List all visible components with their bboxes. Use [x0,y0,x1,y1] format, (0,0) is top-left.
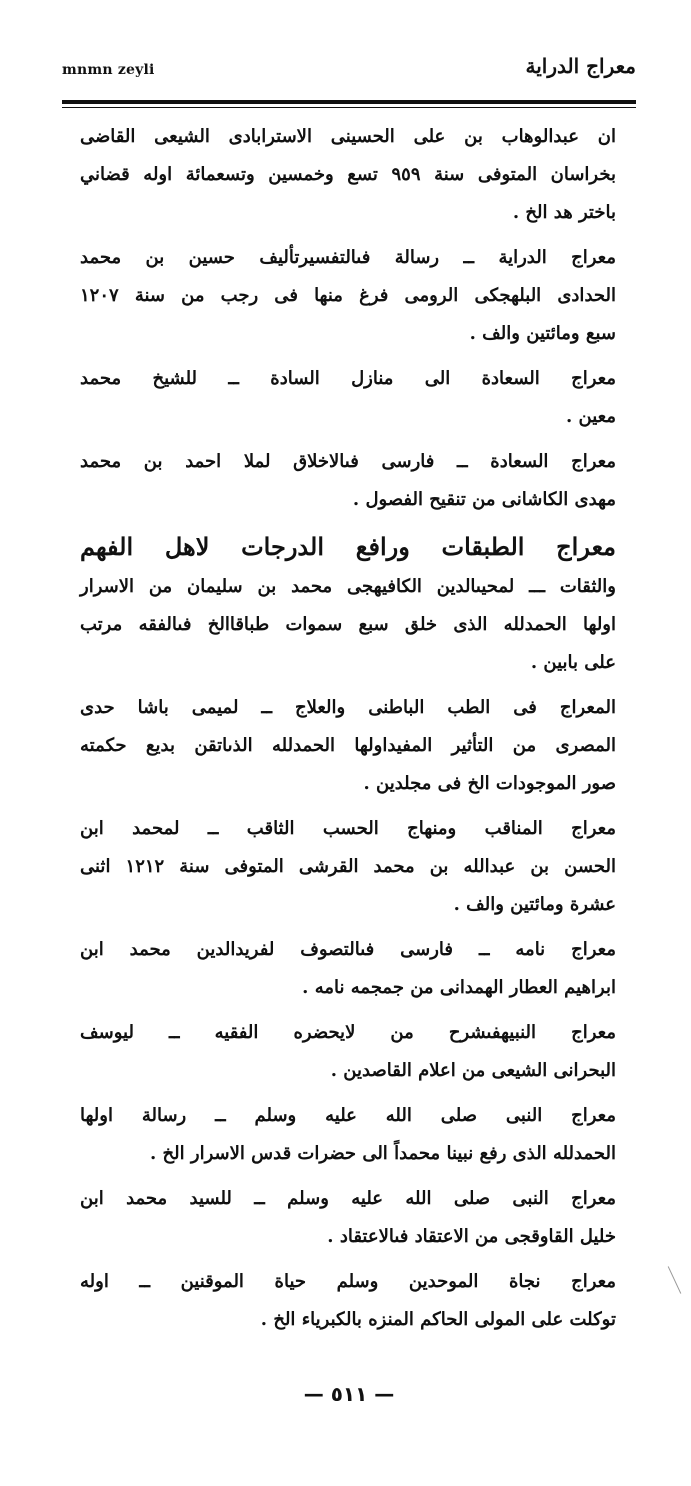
entry-line: معراج النبى صلى الله عليه وسلم ــ رسالة اولها [80,1105,616,1126]
entry-line: معراج الدراية ــ رسالة فىالتفسيرتأليف حسين بن محمد [80,247,616,268]
entry-paragraph [80,443,616,519]
entry-line: توكلت على المولى الحاكم المنزه بالكبرياء الخ . [260,1309,616,1330]
entry-line: صور الموجودات الخ فى مجلدين . [363,773,616,794]
entry-paragraph [80,526,616,682]
entry-paragraph [80,118,616,232]
entry-line: على بابين . [530,652,616,673]
entry-paragraph [80,1014,616,1090]
entry-paragraph [80,931,616,1007]
entry-line: اولها الحمدلله الذى خلق سبع سموات طباقاالخ فىالفقه مرتب [80,614,616,635]
entry-line: معراج نجاة الموحدين وسلم حياة الموقنين ــ اوله [80,1271,616,1292]
entry-line: الحدادى البلهجكى الرومى فرغ منها فى رجب من سنة ١٢٠٧ [80,285,616,306]
page-number: — ٥١١ — [303,1382,395,1406]
entry-line: معراج النبيهفىشرح من لايحضره الفقيه ــ ليوسف [80,1022,616,1043]
entry-line: بخراسان المتوفى سنة ٩٥٩ تسع وخمسين وتسعمائة اوله قضاني [80,164,616,185]
body-text [80,118,616,1346]
entry-line: الحمدلله الذى رفع نبينا محمداً الى حضرات قدس الاسرار الخ . [150,1143,616,1164]
entry-line: معراج النبى صلى الله عليه وسلم ــ للسيد محمد ابن [80,1188,616,1209]
header-rule-thick [62,100,636,104]
running-header [62,52,636,86]
entry-paragraph [80,1180,616,1256]
entry-paragraph [80,689,616,803]
margin-mark [668,1266,682,1294]
entry-line: ابراهيم العطار الهمدانى من جمجمه نامه . [302,977,616,998]
entry-line: معراج المناقب ومنهاج الحسب الثاقب ــ لمحمد ابن [80,818,616,839]
entry-line: المعراج فى الطب الباطنى والعلاج ــ لميمى باشا حدى [80,697,616,718]
entry-line: ان عبدالوهاب بن على الحسينى الاسترابادى الشيعى القاضى [80,126,616,147]
entry-line: البحرانى الشيعى من اعلام القاصدين . [330,1060,616,1081]
entry-line: عشرة ومائتين والف . [453,894,616,915]
entry-line: معين . [566,406,616,427]
header-right-title: معراج الدراية [525,54,636,78]
entry-line: المصرى من التأثير المفيداولها الحمدلله الذىاتقن بديع حكمته [80,735,616,756]
header-rule-thin [62,107,636,108]
entry-line: والثقات ـــ لمحيىالدين الكافيهجى محمد بن سليمان من الاسرار [80,576,616,597]
entry-paragraph [80,1097,616,1173]
document-page [62,52,636,1442]
header-left-text: mnmn zeyli [62,62,155,78]
entry-line: مهدى الكاشانى من تنقيح الفصول . [352,489,616,510]
entry-paragraph [80,810,616,924]
entry-line: معراج نامه ــ فارسى فىالتصوف لفريدالدين محمد ابن [80,939,616,960]
entry-line: معراج السعادة ــ فارسى فىالاخلاق لملا احمد بن محمد [80,451,616,472]
entry-line: معراج السعادة الى منازل السادة ــ للشيخ محمد [80,368,616,389]
entry-line: سبع ومائتين والف . [469,323,616,344]
entry-paragraph [80,1263,616,1339]
entry-line: باختر هد الخ . [512,202,616,223]
entry-paragraph [80,360,616,436]
entry-line: الحسن بن عبدالله بن محمد القرشى المتوفى سنة ١٢١٢ اثنى [80,856,616,877]
entry-paragraph [80,239,616,353]
entry-line: خليل القاوقجى من الاعتقاد فىالاعتقاد . [327,1226,616,1247]
entry-line: معراج الطبقات ورافع الدرجات لاهل الفهم [80,532,616,561]
